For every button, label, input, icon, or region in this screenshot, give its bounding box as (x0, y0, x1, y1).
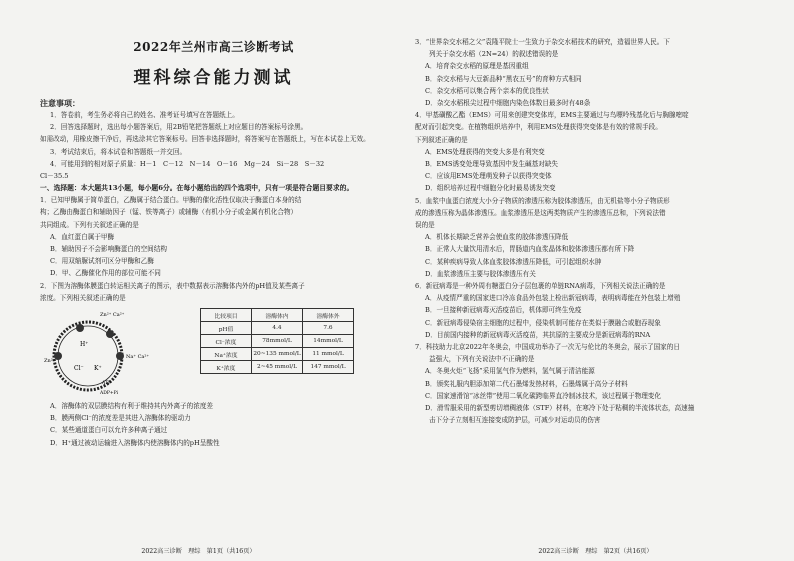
table-cell: Cl⁻浓度 (201, 335, 252, 348)
question-2-line-2: 浓度。下列相关叙述正确的是 (40, 293, 126, 302)
question-2-option-b: B．膜两侧Cl⁻的浓度差是其进入溶酶体的驱动力 (50, 414, 191, 423)
question-1-line-1: 1．已知甲酶属于简单蛋白，乙酶属于结合蛋白。甲酶的催化活性仅取决于酶蛋白本身的结 (40, 196, 302, 205)
question-7-option-b: B．颁奖礼服内胆添加第二代石墨烯发热材料，石墨烯属于高分子材料 (425, 379, 628, 388)
exam-page-right (397, 0, 794, 561)
channel-protein-4 (76, 324, 84, 332)
question-7-option-c: C．国家速滑馆“冰丝带”使用二氧化碳跨临界直冷制冰技术，该过程属于物理变化 (425, 391, 661, 400)
page-footer-right: 2022高三诊断 理综 第2页（共16页） (538, 548, 653, 555)
table-row (201, 348, 354, 361)
question-3-option-c: C．杂交水稻可以集合两个亲本的优良性状 (425, 86, 549, 95)
question-7-option-a: A．冬奥火炬“飞扬”采用氢气作为燃料，氢气属于清洁能源 (425, 367, 595, 376)
question-6-option-a: A．从疫情严重的国家进口冷冻食品外包装上检出新冠病毒，表明病毒能在外包装上增殖 (425, 294, 681, 303)
question-2-option-d: D．H⁺通过被动运输进入溶酶体内使溶酶体内的pH呈酸性 (50, 438, 220, 447)
ion-label-h: H⁺ (80, 341, 89, 349)
question-5-option-b: B．正常人大量饮用清水后，胃肠道内血浆晶体和胶体渗透压都有所下降 (425, 245, 635, 254)
note-3: 3．考试结束后，将本试卷和答题纸一并交回。 (50, 147, 187, 156)
adp-label: ADP+Pi (100, 391, 119, 397)
table-cell: 4.4 (252, 322, 303, 335)
question-6-line-1: 6．新冠病毒是一种外周有糖蛋白分子层包裹的单链RNA病毒，下列相关说法正确的是 (415, 282, 666, 291)
question-5-option-c: C．某种疾病导致人体血浆胶体渗透压降低，可引起组织水肿 (425, 257, 602, 266)
question-4-option-c: C．应该用EMS处理萌发种子以获得突变体 (425, 172, 552, 181)
question-1-option-b: B．辅助因子不会影响酶蛋白的空间结构 (50, 245, 167, 254)
question-2-option-c: C．某些通道蛋白可以允许多种离子通过 (50, 426, 168, 435)
question-6-option-d: D．目前国内接种的新冠病毒灭活疫苗，其抗原的主要成分是新冠病毒的RNA (425, 330, 651, 339)
question-1-line-2: 构；乙酶由酶蛋白和辅助因子（锰、铁等离子）或辅酶（有机小分子或金属有机化合物） (40, 208, 298, 217)
table-cell: 147 mmol/L (303, 361, 354, 374)
table-cell: 7.6 (303, 322, 354, 335)
question-4-line-3: 下列叙述正确的是 (415, 135, 468, 144)
ion-label-zn-ca: Zn²⁺ Ca²⁺ (100, 312, 125, 319)
ion-label-zn: Zn²⁺ (44, 358, 56, 365)
note-4-cont: Cl－35.5 (40, 172, 69, 181)
notes-heading: 注意事项： (40, 98, 80, 108)
table-cell: 14mmol/L (303, 335, 354, 348)
question-7-line-1: 7．科技助力北京2022年冬奥会，中国成功举办了一次无与伦比的冬奥会，展示了国家的日 (415, 343, 680, 352)
ion-label-k: K⁺ (94, 365, 102, 373)
table-cell: 78mmol/L (252, 335, 303, 348)
question-5-line-1: 5．血浆中血蛋白浓度大小分子物质的渗透压称为胶体渗透压，由无机盐等小分子物质形 (415, 196, 670, 205)
question-7-option-d: D．滑雪服采用的新型剪切增稠液体（STF）材料，在寒冷下处于粘稠的半流体状态，高速撞 (425, 404, 695, 413)
table-row (201, 335, 354, 348)
question-1-line-3: 共同组成。下列有关叙述正确的是 (40, 220, 139, 229)
question-4-line-1: 4．甲基磺酸乙酯（EMS）可用来创建突变体库，EMS主要通过与鸟嘌呤残基化后与胸腺嘧啶 (415, 111, 689, 120)
table-cell: 2~45 mmol/L (252, 361, 303, 374)
question-4-option-d: D．组织培养过程中细胞分化时最易诱发突变 (425, 184, 556, 193)
question-4-option-b: B．EMS诱变处理导致基因中发生碱基对缺失 (425, 160, 559, 169)
question-6-option-c: C．新冠病毒侵染宿主细胞的过程中，侵染机制可能存在类似于膜融合或胞吞现象 (425, 318, 661, 327)
table-cell: K⁺浓度 (201, 361, 252, 374)
table-header: 比较项目 (201, 309, 252, 322)
question-6-option-b: B．一旦接种新冠病毒灭活疫苗后，机体即可终生免疫 (425, 306, 582, 315)
exam-title: 2022年兰州市高三诊断考试 (133, 40, 294, 54)
table-cell: 20~135 mmol/L (252, 348, 303, 361)
question-3-line-1: 3．“世界杂交水稻之父”袁隆平院士一生致力于杂交水稻技术的研究，造福世界人民。下 (415, 38, 670, 46)
question-1-option-a: A．血红蛋白属于甲酶 (50, 232, 115, 241)
question-4-line-2: 配对而引起突变。在植物组织培养中，利用EMS处理获得突变体是有效的常规手段。 (415, 123, 662, 132)
ion-concentration-table (200, 308, 354, 374)
question-7-option-d-cont: 击下分子立刻相互连接变成防护层，可减少对运动员的伤害 (429, 416, 601, 425)
question-7-line-2: 益强大，下列有关说法中不正确的是 (429, 355, 535, 364)
table-row (201, 322, 354, 335)
table-row (201, 361, 354, 374)
question-5-option-a: A．机体长期缺乏营养会使血浆的胶体渗透压降低 (425, 233, 569, 242)
question-3-line-2: 列关于杂交水稻（2N=24）的叙述错误的是 (429, 50, 559, 59)
question-2-option-a: A．溶酶体的双层膜结构有利于维持其内外离子的浓度差 (50, 402, 214, 411)
lysosome-diagram (40, 306, 160, 400)
question-3-option-b: B．杂交水稻与大豆新品种“黑农五号”的育种方式相同 (425, 74, 582, 83)
channel-protein-2 (116, 352, 124, 360)
note-4: 4．可能用到的相对原子质量：H－1 C－12 N－14 O－16 Mg－24 Si－28 S－32 (50, 159, 325, 168)
channel-protein-1 (106, 330, 114, 338)
table-cell: Na⁺浓度 (201, 348, 252, 361)
question-5-line-2: 成的渗透压称为晶体渗透压。血浆渗透压是这两类物质产生的渗透压总和，下列说法错 (415, 208, 666, 217)
note-2: 2．回答选择题时，选出每小题答案后，用2B铅笔把答题纸上对应题目的答案标号涂黑。 (50, 123, 308, 132)
page-footer-left: 2022高三诊断 理综 第1页（共16页） (141, 548, 256, 555)
section-heading: 一、选择题：本大题共13小题，每小题6分。在每小题给出的四个选项中，只有一项是符合题目要求的。 (40, 184, 354, 193)
note-1: 1．答卷前，考生务必将自己的姓名、准考证号填写在答题纸上。 (50, 111, 239, 119)
subject-title: 理科综合能力测试 (133, 68, 294, 88)
question-1-option-d: D．甲、乙酶催化作用的部位可能不同 (50, 269, 161, 278)
question-3-option-d: D．杂交水稻根尖过程中细胞内染色体数目最多时有48条 (425, 99, 591, 108)
question-5-line-3: 误的是 (415, 221, 435, 230)
question-3-option-a: A．培育杂交水稻的原理是基因重组 (425, 62, 529, 71)
atp-label: ATP (102, 381, 112, 387)
question-1-option-c: C．用双缩脲试剂可区分甲酶和乙酶 (50, 257, 154, 266)
table-header-row (201, 309, 354, 322)
table-cell: 11 mmol/L (303, 348, 354, 361)
ion-label-cl: Cl⁻ (74, 365, 84, 373)
table-header: 溶酶体外 (303, 309, 354, 322)
table-header: 溶酶体内 (252, 309, 303, 322)
question-2-line-1: 2．下图为溶酶体膜蛋白转运相关离子的图示，表中数据表示溶酶体内外的pH值及某些离子 (40, 281, 305, 290)
ion-label-na-ca: Na⁺ Ca²⁺ (126, 354, 150, 361)
question-4-option-a: A．EMS处理获得的突变大多是有利突变 (425, 147, 545, 156)
note-2-cont: 如需改动，用橡皮擦干净后，再选涂其它答案标号。回答非选择题时，将答案写在答题纸上，写在本试卷上无效。 (40, 135, 370, 144)
question-5-option-d: D．血浆渗透压主要与胶体渗透压有关 (425, 269, 536, 278)
question-2-figure (40, 306, 387, 400)
table-cell: pH值 (201, 322, 252, 335)
